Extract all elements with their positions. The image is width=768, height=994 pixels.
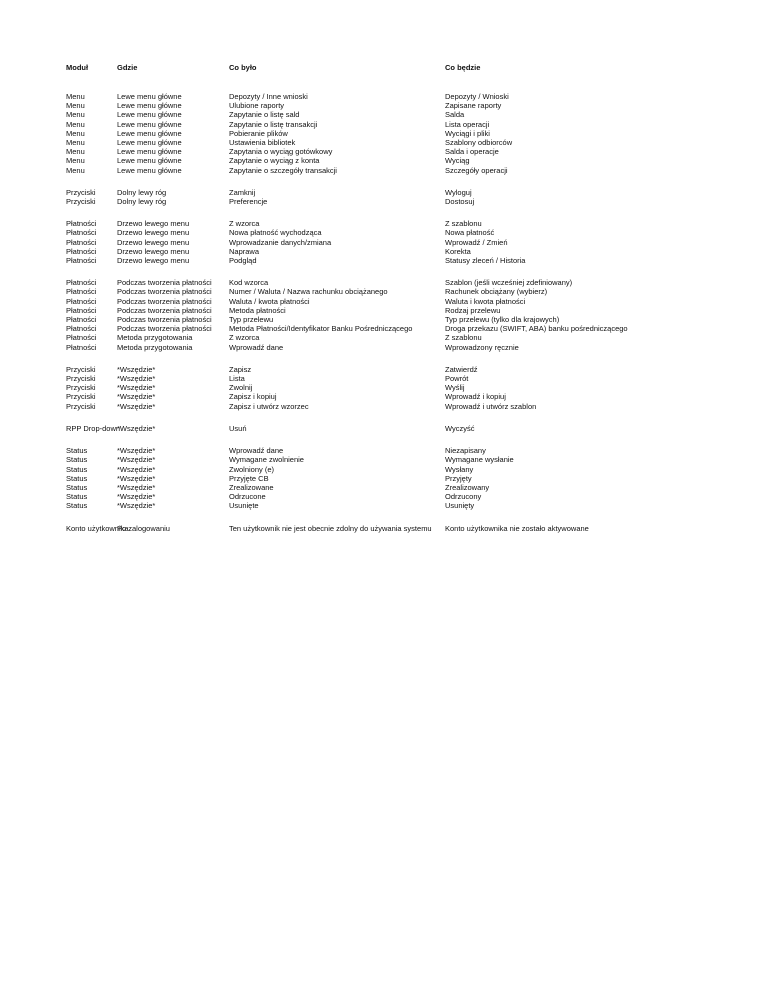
co-bylo-text: Metoda Płatności/Identyfikator Banku Pośredniczącego (229, 324, 413, 334)
co-bylo-text: Lista (229, 374, 245, 384)
gdzie-text: Podczas tworzenia płatności (117, 287, 212, 297)
cell-co-bylo (229, 524, 445, 546)
co-bylo-text: Waluta / kwota płatności (229, 296, 310, 306)
header-co-bylo: Co było (229, 63, 257, 72)
co-bedzie-text: Droga przekazu (SWIFT, ABA) banku pośredniczącego (445, 324, 628, 334)
co-bylo-text: Numer / Waluta / Nazwa rachunku obciążanego (229, 287, 388, 297)
cell-gdzie (117, 188, 229, 219)
co-bedzie-text: Wyślij (445, 383, 465, 393)
table-body (66, 92, 746, 546)
co-bedzie-text: Powrót (445, 374, 469, 384)
co-bylo-text: Nowa płatność wychodząca (229, 228, 322, 238)
modul-text: RPP Drop-down (66, 423, 121, 433)
gdzie-text: Po zalogowaniu (117, 523, 170, 533)
co-bedzie-text: Szczegóły operacji (445, 165, 508, 175)
co-bedzie-text: Niezapisany (445, 446, 486, 456)
cell-co-bedzie (445, 446, 746, 523)
co-bedzie-text: Szablon (jeśli wcześniej zdefiniowany) (445, 278, 573, 288)
cell-co-bedzie (445, 524, 746, 546)
co-bedzie-text: Szablony odbiorców (445, 138, 513, 148)
co-bedzie-text: Nowa płatność (445, 228, 495, 238)
gdzie-text: Podczas tworzenia płatności (117, 315, 212, 325)
header-co-bedzie: Co będzie (445, 63, 481, 72)
co-bedzie-text: Wyczyść (445, 423, 475, 433)
gdzie-text: Lewe menu główne (117, 165, 182, 175)
co-bedzie-text: Wyciąg (445, 156, 470, 166)
co-bedzie-text: Z szablonu (445, 219, 482, 229)
modul-text: Status (66, 455, 88, 465)
table-row (66, 524, 746, 546)
modul-text: Przyciski (66, 364, 96, 374)
co-bylo-text: Z wzorca (229, 219, 260, 229)
modul-text: Menu (66, 128, 85, 138)
gdzie-text: *Wszędzie* (117, 383, 156, 393)
gdzie-text: *Wszędzie* (117, 464, 156, 474)
co-bylo-text: Zapytania o wyciąg gotówkowy (229, 147, 333, 157)
cell-gdzie (117, 424, 229, 446)
cell-co-bylo (229, 278, 445, 365)
co-bedzie-text: Wyciągi i pliki (445, 128, 490, 138)
modul-text: Menu (66, 147, 85, 157)
co-bedzie-text: Salda i operacje (445, 147, 499, 157)
cell-co-bedzie (445, 424, 746, 446)
co-bylo-text: Zapisz i kopiuj (229, 392, 277, 402)
co-bylo-text: Zwolnij (229, 383, 253, 393)
gdzie-text: *Wszędzie* (117, 473, 156, 483)
co-bedzie-text: Przyjęty (445, 473, 472, 483)
gdzie-text: Dolny lewy róg (117, 187, 167, 197)
co-bylo-text: Metoda płatności (229, 305, 286, 315)
cell-modul (66, 446, 117, 523)
co-bylo-text: Depozyty / Inne wnioski (229, 92, 308, 101)
gdzie-text: *Wszędzie* (117, 446, 156, 456)
table-row (66, 365, 746, 424)
gdzie-text: Lewe menu główne (117, 138, 182, 148)
gdzie-text: *Wszędzie* (117, 455, 156, 465)
gdzie-text: *Wszędzie* (117, 364, 156, 374)
gdzie-text: Drzewo lewego menu (117, 228, 190, 238)
co-bedzie-text: Usunięty (445, 501, 475, 511)
cell-gdzie (117, 446, 229, 523)
modul-text: Przyciski (66, 197, 96, 207)
co-bedzie-text: Z szablonu (445, 333, 482, 343)
co-bylo-text: Pobieranie plików (229, 128, 288, 138)
cell-modul (66, 188, 117, 219)
gdzie-text: Metoda przygotowania (117, 333, 193, 343)
cell-co-bylo (229, 92, 445, 188)
co-bedzie-text: Statusy zleceń / Historia (445, 256, 526, 266)
gdzie-text: Lewe menu główne (117, 156, 182, 166)
co-bylo-text: Naprawa (229, 246, 260, 256)
co-bylo-text: Zapytanie o wyciąg z konta (229, 156, 320, 166)
table-row (66, 424, 746, 446)
modul-text: Płatności (66, 237, 97, 247)
gdzie-text: Lewe menu główne (117, 147, 182, 157)
gdzie-text: Dolny lewy róg (117, 197, 167, 207)
cell-modul (66, 278, 117, 365)
table-row (66, 446, 746, 523)
modul-text: Konto użytkownika (66, 523, 129, 533)
modul-text: Płatności (66, 305, 97, 315)
modul-text: Płatności (66, 342, 97, 352)
co-bedzie-text: Wprowadź i utwórz szablon (445, 401, 537, 411)
cell-gdzie (117, 92, 229, 188)
modul-text: Menu (66, 119, 85, 129)
modul-text: Status (66, 501, 88, 511)
table-row (66, 278, 746, 365)
cell-modul (66, 365, 117, 424)
cell-co-bedzie (445, 365, 746, 424)
modul-text: Płatności (66, 256, 97, 266)
co-bylo-text: Preferencje (229, 197, 268, 207)
cell-co-bylo (229, 424, 445, 446)
co-bylo-text: Odrzucone (229, 492, 266, 502)
cell-gdzie (117, 219, 229, 278)
header-gdzie: Gdzie (117, 63, 138, 72)
gdzie-text: *Wszędzie* (117, 501, 156, 511)
co-bylo-text: Zapytanie o szczegóły transakcji (229, 165, 337, 175)
modul-text: Menu (66, 101, 85, 111)
modul-text: Płatności (66, 315, 97, 325)
cell-modul (66, 219, 117, 278)
modul-text: Przyciski (66, 187, 96, 197)
modul-text: Płatności (66, 324, 97, 334)
gdzie-text: *Wszędzie* (117, 401, 156, 411)
header-modul: Moduł (66, 63, 89, 72)
modul-text: Status (66, 446, 88, 456)
gdzie-text: *Wszędzie* (117, 374, 156, 384)
modul-text: Przyciski (66, 383, 96, 393)
co-bedzie-text: Zapisane raporty (445, 101, 502, 111)
co-bylo-text: Wprowadzanie danych/zmiana (229, 237, 332, 247)
co-bylo-text: Zamknij (229, 187, 256, 197)
gdzie-text: Lewe menu główne (117, 119, 182, 129)
co-bedzie-text: Waluta i kwota płatności (445, 296, 526, 306)
modul-text: Przyciski (66, 392, 96, 402)
co-bylo-text: Przyjęte CB (229, 473, 269, 483)
co-bedzie-text: Wymagane wysłanie (445, 455, 514, 465)
co-bylo-text: Zapisz i utwórz wzorzec (229, 401, 309, 411)
co-bylo-text: Wymagane zwolnienie (229, 455, 304, 465)
modul-text: Menu (66, 110, 85, 120)
table-row (66, 219, 746, 278)
gdzie-text: Lewe menu główne (117, 101, 182, 111)
co-bylo-text: Ulubione raporty (229, 101, 285, 111)
co-bedzie-text: Dostosuj (445, 197, 475, 207)
gdzie-text: *Wszędzie* (117, 482, 156, 492)
co-bedzie-text: Depozyty / Wnioski (445, 92, 509, 101)
co-bylo-text: Podgląd (229, 256, 257, 266)
co-bedzie-text: Konto użytkownika nie zostało aktywowane (445, 523, 589, 533)
modul-text: Przyciski (66, 374, 96, 384)
co-bedzie-text: Rachunek obciążany (wybierz) (445, 287, 548, 297)
co-bedzie-text: Wprowadź / Zmień (445, 237, 508, 247)
modul-text: Status (66, 464, 88, 474)
co-bylo-text: Kod wzorca (229, 278, 269, 288)
gdzie-text: *Wszędzie* (117, 392, 156, 402)
gdzie-text: Lewe menu główne (117, 110, 182, 120)
co-bylo-text: Zapytanie o listę transakcji (229, 119, 318, 129)
gdzie-text: Lewe menu główne (117, 128, 182, 138)
co-bylo-text: Typ przelewu (229, 315, 274, 325)
cell-gdzie (117, 278, 229, 365)
cell-modul (66, 423, 121, 446)
co-bedzie-text: Zatwierdź (445, 364, 478, 374)
cell-co-bedzie (445, 278, 746, 365)
table-row (66, 92, 746, 188)
modul-text: Status (66, 473, 88, 483)
modul-text: Menu (66, 156, 85, 166)
cell-co-bedzie (445, 219, 746, 278)
cell-co-bylo (229, 365, 445, 424)
cell-modul (66, 92, 117, 188)
gdzie-text: *Wszędzie* (117, 423, 156, 433)
cell-gdzie (117, 524, 229, 546)
modul-text: Menu (66, 92, 85, 101)
cell-co-bedzie (445, 188, 746, 219)
co-bedzie-text: Wyloguj (445, 187, 472, 197)
cell-co-bylo (229, 446, 445, 523)
cell-gdzie (117, 365, 229, 424)
modul-text: Menu (66, 138, 85, 148)
gdzie-text: Podczas tworzenia płatności (117, 305, 212, 315)
gdzie-text: Drzewo lewego menu (117, 246, 190, 256)
co-bylo-text: Zapisz (229, 364, 252, 374)
modul-text: Płatności (66, 333, 97, 343)
co-bylo-text: Zrealizowane (229, 482, 274, 492)
gdzie-text: Drzewo lewego menu (117, 219, 190, 229)
co-bedzie-text: Rodzaj przelewu (445, 305, 501, 315)
gdzie-text: *Wszędzie* (117, 492, 156, 502)
co-bedzie-text: Odrzucony (445, 492, 482, 502)
modul-text: Status (66, 492, 88, 502)
modul-text: Płatności (66, 278, 97, 288)
modul-text: Płatności (66, 219, 97, 229)
modul-text: Menu (66, 165, 85, 175)
co-bylo-text: Ten użytkownik nie jest obecnie zdolny do używania systemu (229, 523, 432, 533)
co-bylo-text: Usuń (229, 423, 247, 433)
co-bylo-text: Ustawienia bibliotek (229, 138, 296, 148)
co-bylo-text: Zapytanie o listę sald (229, 110, 300, 120)
header-row (66, 63, 746, 92)
terminology-mapping-table (66, 63, 746, 546)
gdzie-text: Podczas tworzenia płatności (117, 278, 212, 288)
cell-modul (66, 523, 129, 546)
gdzie-text: Drzewo lewego menu (117, 237, 190, 247)
cell-co-bylo (229, 219, 445, 278)
co-bylo-text: Wprowadź dane (229, 446, 284, 456)
gdzie-text: Podczas tworzenia płatności (117, 324, 212, 334)
co-bedzie-text: Korekta (445, 246, 471, 256)
co-bylo-text: Wprowadź dane (229, 342, 284, 352)
co-bedzie-text: Typ przelewu (tylko dla krajowych) (445, 315, 560, 325)
co-bedzie-text: Wysłany (445, 464, 474, 474)
document-page (66, 63, 746, 546)
gdzie-text: Podczas tworzenia płatności (117, 296, 212, 306)
cell-co-bedzie (445, 92, 746, 188)
modul-text: Płatności (66, 287, 97, 297)
modul-text: Płatności (66, 228, 97, 238)
co-bedzie-text: Lista operacji (445, 119, 490, 129)
co-bedzie-text: Salda (445, 110, 465, 120)
co-bedzie-text: Wprowadź i kopiuj (445, 392, 506, 402)
co-bylo-text: Usunięte (229, 501, 259, 511)
co-bedzie-text: Wprowadzony ręcznie (445, 342, 519, 352)
modul-text: Płatności (66, 246, 97, 256)
cell-co-bylo (229, 188, 445, 219)
co-bedzie-text: Zrealizowany (445, 482, 490, 492)
modul-text: Płatności (66, 296, 97, 306)
gdzie-text: Lewe menu główne (117, 92, 182, 101)
table-row (66, 188, 746, 219)
gdzie-text: Drzewo lewego menu (117, 256, 190, 266)
co-bylo-text: Zwolniony (e) (229, 464, 275, 474)
modul-text: Status (66, 482, 88, 492)
co-bylo-text: Z wzorca (229, 333, 260, 343)
gdzie-text: Metoda przygotowania (117, 342, 193, 352)
modul-text: Przyciski (66, 401, 96, 411)
